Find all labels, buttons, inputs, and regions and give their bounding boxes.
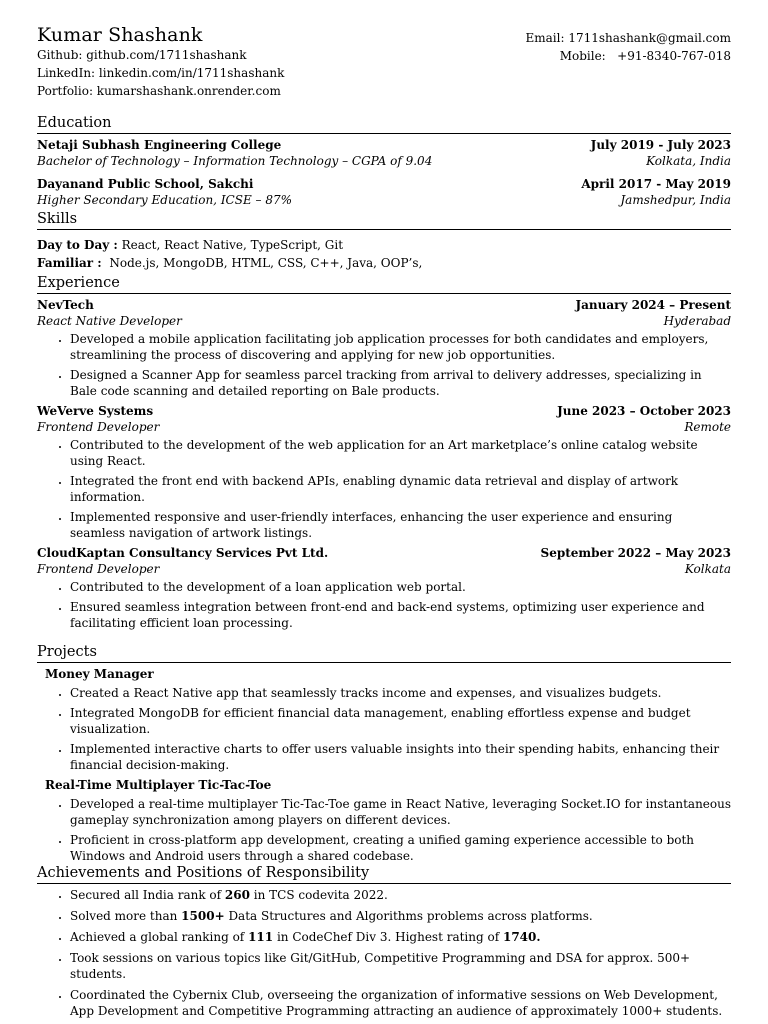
list-item: • Achieved a global ranking of 111 in CodeChef Div 3. Highest rating of 1740. [70, 929, 731, 945]
skills-familiar [37, 254, 731, 272]
company-name: NevTech [37, 298, 94, 312]
bullet-list [37, 579, 731, 631]
degree: Higher Secondary Education, ICSE – 87% [37, 193, 293, 207]
list-item: • Integrated MongoDB for efficient financial data management, enabling effortless expense and budget visualization. [70, 705, 731, 737]
highlight: 260 [224, 888, 250, 902]
section-title: Skills [37, 210, 731, 230]
job-location: Hyderabad [663, 314, 731, 328]
list-item: • Proficient in cross-platform app development, creating a unified gaming experience accessible to both Windows and Android users through a shared codebase. [70, 832, 731, 864]
education-dates: April 2017 - May 2019 [581, 177, 731, 191]
company-name: CloudKaptan Consultancy Services Pvt Ltd. [37, 546, 329, 560]
job-role: React Native Developer [37, 314, 182, 328]
header-left [37, 24, 284, 100]
list-item: • Coordinated the Cybernix Club, overseeing the organization of informative sessions on Web Development, App Development and Competitive Programming attracting an audience of approximately 1000+ students. [70, 987, 731, 1019]
education-location: Kolkata, India [646, 154, 731, 168]
list-item: • Secured all India rank of 260 in TCS codevita 2022. [70, 887, 731, 903]
list-item: • Took sessions on various topics like Git/GitHub, Competitive Programming and DSA for approx. 500+ students. [70, 950, 731, 982]
project-name: Real-Time Multiplayer Tic-Tac-Toe [45, 778, 272, 792]
list-item: • Designed a Scanner App for seamless parcel tracking from arrival to delivery addresses, specializing in Bale code scanning and detailed reporting on Bale products. [70, 367, 731, 399]
list-item: • Contributed to the development of the web application for an Art marketplace’s online catalog website using React. [70, 437, 731, 469]
portfolio-link[interactable]: Portfolio: kumarshashank.onrender.com [37, 84, 281, 98]
section-title: Achievements and Positions of Responsibility [37, 864, 731, 884]
candidate-name: Kumar Shashank [37, 24, 203, 46]
skills-day-to-day [37, 236, 731, 254]
bullet-list [37, 331, 731, 399]
degree: Bachelor of Technology – Information Technology – CGPA of 9.04 [37, 154, 433, 168]
bullet-list [37, 796, 731, 864]
highlight: 1500+ [181, 909, 225, 923]
project-entry [37, 666, 731, 773]
education-entry [37, 176, 731, 208]
job-dates: September 2022 – May 2023 [540, 546, 731, 560]
header-right [526, 24, 731, 100]
skills-value: Node.js, MongoDB, HTML, CSS, C++, Java, OOP’s, [101, 256, 423, 270]
job-dates: January 2024 – Present [575, 298, 731, 312]
resume-page [37, 0, 731, 1019]
job-location: Remote [684, 420, 731, 434]
linkedin-link[interactable]: LinkedIn: linkedin.com/in/1711shashank [37, 66, 285, 80]
job-role: Frontend Developer [37, 420, 160, 434]
list-item: • Implemented interactive charts to offer users valuable insights into their spending habits, enhancing their financial decision-making. [70, 741, 731, 773]
section-title: Projects [37, 643, 731, 663]
skills-label: Day to Day : [37, 238, 118, 252]
bullet-list [37, 437, 731, 541]
list-item: • Ensured seamless integration between front-end and back-end systems, optimizing user experience and facilitating efficient loan processing. [70, 599, 731, 631]
job-dates: June 2023 – October 2023 [557, 404, 731, 418]
skills-section [37, 210, 731, 272]
list-item: • Implemented responsive and user-friendly interfaces, enhancing the user experience and ensuring seamless navigation of artwork listings. [70, 509, 731, 541]
experience-entry [37, 545, 731, 631]
section-title: Experience [37, 274, 731, 294]
bullet-list [37, 887, 731, 1019]
email-link[interactable]: Email: 1711shashank@gmail.com [525, 31, 731, 45]
highlight: 111 [248, 930, 274, 944]
highlight: 1740. [502, 930, 541, 944]
school-name: Netaji Subhash Engineering College [37, 138, 282, 152]
school-name: Dayanand Public School, Sakchi [37, 177, 254, 191]
list-item: • Developed a real-time multiplayer Tic-Tac-Toe game in React Native, leveraging Socket.IO for instantaneous gameplay synchronization among players on different devices. [70, 796, 731, 828]
list-item: • Integrated the front end with backend APIs, enabling dynamic data retrieval and display of artwork information. [70, 473, 731, 505]
education-dates: July 2019 - July 2023 [590, 138, 731, 152]
skills-value: React, React Native, TypeScript, Git [117, 238, 344, 252]
list-item: • Contributed to the development of a loan application web portal. [70, 579, 731, 595]
education-location: Jamshedpur, India [620, 193, 731, 207]
section-title: Education [37, 114, 731, 134]
mobile-number: Mobile: +91-8340-767-018 [559, 49, 731, 63]
education-entry [37, 137, 731, 169]
job-location: Kolkata [684, 562, 731, 576]
list-item: • Created a React Native app that seamlessly tracks income and expenses, and visualizes budgets. [70, 685, 731, 701]
project-entry [37, 777, 731, 864]
experience-entry [37, 297, 731, 399]
list-item: • Solved more than 1500+ Data Structures and Algorithms problems across platforms. [70, 908, 731, 924]
project-name: Money Manager [45, 667, 154, 681]
resume-header [37, 24, 731, 100]
projects-section [37, 643, 731, 864]
education-section [37, 114, 731, 208]
company-name: WeVerve Systems [37, 404, 154, 418]
github-link[interactable]: Github: github.com/1711shashank [37, 48, 247, 62]
achievements-section [37, 864, 731, 1019]
bullet-list [37, 685, 731, 773]
experience-entry [37, 403, 731, 541]
skills-label: Familiar : [37, 256, 102, 270]
experience-section [37, 274, 731, 631]
job-role: Frontend Developer [37, 562, 160, 576]
list-item: • Developed a mobile application facilitating job application processes for both candidates and employers, streamlining the process of discovering and applying for new job opportunities. [70, 331, 731, 363]
